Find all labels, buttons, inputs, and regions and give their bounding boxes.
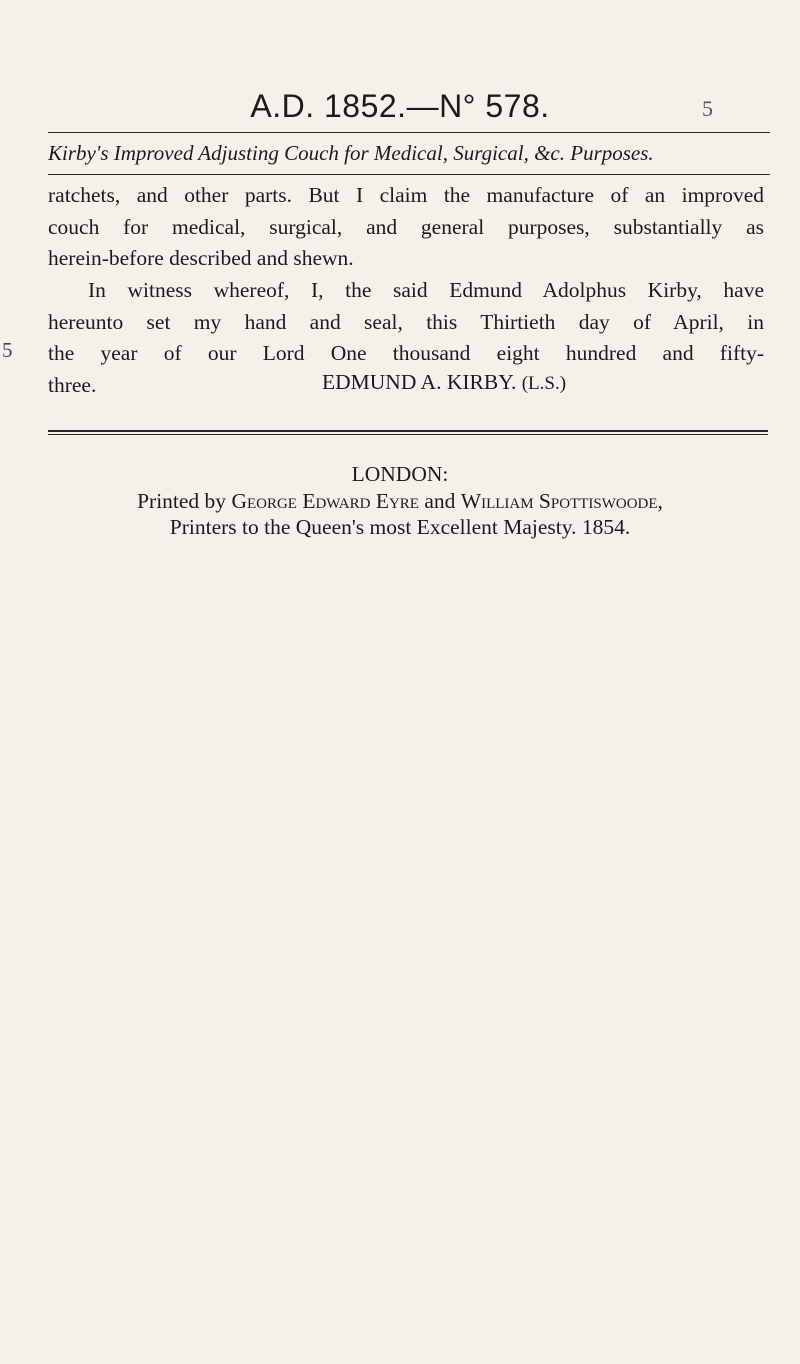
footer-rule-thin [48, 434, 768, 435]
imprint-place: LONDON: [351, 462, 449, 486]
imprint-prefix: Printed by [137, 489, 227, 513]
page-number: 5 [702, 96, 713, 121]
text-line: herein-before described and shewn. [48, 246, 354, 270]
header-rule-top [48, 132, 770, 133]
imprint-printer-2: William Spottiswoode, [460, 489, 663, 513]
running-title: Kirby's Improved Adjusting Couch for Medical, Surgical, &c. Purposes. [48, 141, 654, 165]
text-line: three. [48, 372, 97, 397]
footer-rule-thick [48, 430, 768, 432]
text-line: In witness whereof, I, the said Edmund Adolphus Kirby, have [88, 278, 764, 302]
signature-name: EDMUND A. KIRBY. [322, 370, 517, 394]
page-header-title: A.D. 1852.—N° 578. [250, 88, 550, 124]
imprint-majesty: Printers to the Queen's most Excellent Majesty. 1854. [169, 515, 631, 539]
imprint-printers [0, 489, 800, 514]
header-rule-bottom [48, 174, 770, 175]
paragraph-claim [48, 180, 764, 275]
margin-line-number: 5 [2, 338, 13, 362]
imprint-conjunction: and [424, 489, 456, 513]
imprint-printer-1: George Edward Eyre [231, 489, 419, 513]
seal-mark: (L.S.) [521, 373, 567, 394]
text-line: the year of our Lord One thousand eight hundred and fifty- [48, 341, 764, 365]
signature-block [322, 370, 566, 395]
text-line: couch for medical, surgical, and general purposes, substantially as [48, 214, 764, 239]
text-line: ratchets, and other parts. But I claim the manufacture of an improved [48, 183, 764, 207]
text-line: hereunto set my hand and seal, this Thirtieth day of April, in [48, 309, 764, 334]
